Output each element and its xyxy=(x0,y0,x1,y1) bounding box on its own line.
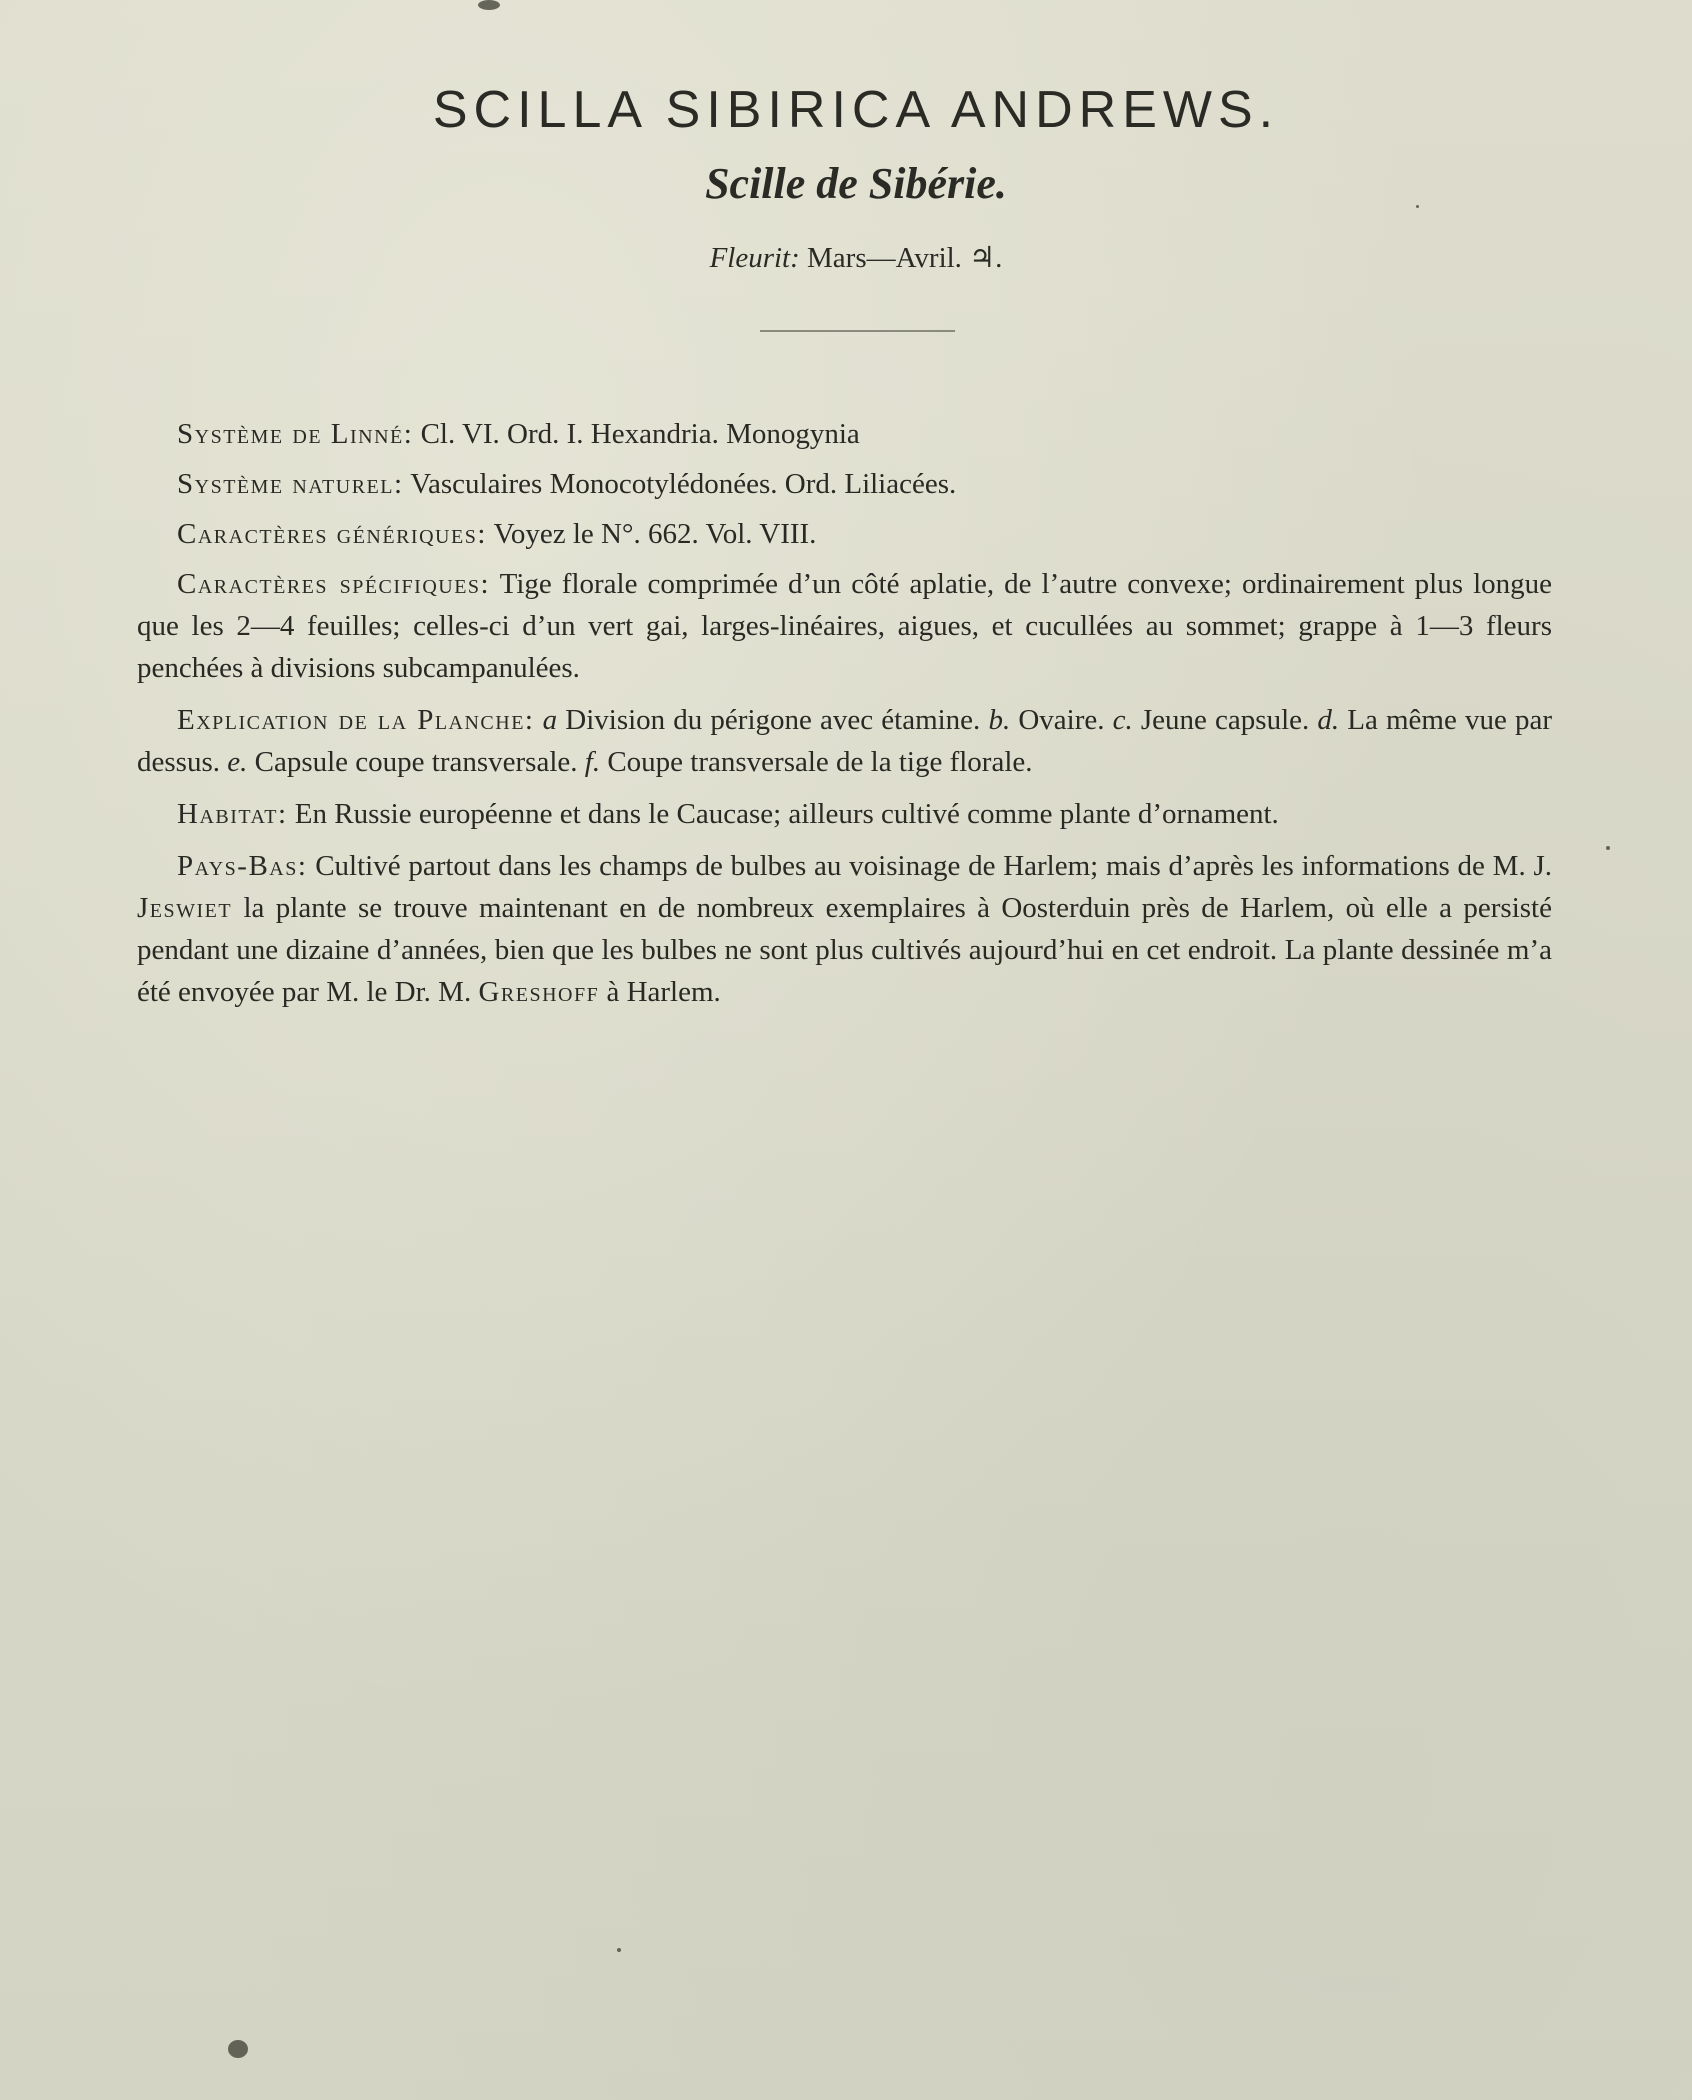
person-name-jeswiet: Jeswiet xyxy=(137,892,233,924)
section-label-specifiques: Caractères spécifiques: xyxy=(177,568,491,600)
section-text-habitat: En Russie européenne et dans le Caucase; ailleurs cultivé comme plante d’ornament. xyxy=(287,798,1279,830)
paragraph-naturel xyxy=(137,463,1552,505)
section-label-habitat: Habitat: xyxy=(177,798,288,830)
section-label-linne: Système de Linné: xyxy=(177,418,414,450)
page-title: SCILLA SIBIRICA ANDREWS. xyxy=(432,81,1280,139)
figure-text-a: Division du périgone avec étamine. xyxy=(557,704,989,736)
figure-letter-b: b. xyxy=(988,704,1011,736)
figure-letter-e: e. xyxy=(227,746,248,778)
figure-text-e: Capsule coupe transversale. xyxy=(247,746,585,778)
section-text-generiques: Voyez le N°. 662. Vol. VIII. xyxy=(486,518,817,550)
flowering-value: Mars—Avril. ♃. xyxy=(807,242,1003,274)
section-label-generiques: Caractères génériques: xyxy=(177,518,487,550)
divider-rule xyxy=(760,330,955,332)
figure-letter-c: c. xyxy=(1112,704,1133,736)
section-label-naturel: Système naturel: xyxy=(177,468,404,500)
figure-text-b: Ovaire. xyxy=(1010,704,1113,736)
section-label-explication: Explication de la Planche: xyxy=(177,704,535,736)
paper-speck xyxy=(1416,205,1419,208)
section-text-specifiques: Tige florale comprimée d’un côté aplatie, de l’autre convexe; ordinairement plus longue que les 2—4 feuilles; celles-ci d’un vert gai, larges-linéaires, aigues, et cucullées au sommet; grappe à 1—3 fleurs penchées à divisions subcampanulées. xyxy=(137,568,1552,684)
figure-letter-d: d. xyxy=(1317,704,1340,736)
paragraph-specifiques xyxy=(137,563,1552,689)
paragraph-linne xyxy=(137,413,1552,455)
figure-text-c: Jeune capsule. xyxy=(1132,704,1318,736)
figure-letter-a: a xyxy=(542,704,558,736)
page-subtitle: Scille de Sibérie. xyxy=(705,159,1007,208)
section-text-naturel: Vasculaires Monocotylédonées. Ord. Liliacées. xyxy=(403,468,957,500)
section-text-paysbas-2: la plante se trouve maintenant en de nombreux exemplaires à Oosterduin près de Harlem, où elle a persisté pendant une dizaine d’années, bien que les bulbes ne sont plus cultivés aujourd’hui en cet endroit. La plante dessinée m’a été envoyée par M. le Dr. M. xyxy=(137,892,1552,1008)
section-text-linne: Cl. VI. Ord. I. Hexandria. Monogynia xyxy=(413,418,860,450)
person-name-greshoff: Greshoff xyxy=(478,976,600,1008)
paragraph-generiques xyxy=(137,513,1552,555)
figure-text-f: Coupe transversale de la tige florale. xyxy=(600,746,1033,778)
description-body xyxy=(137,413,1552,1021)
paper-speck xyxy=(1606,846,1610,850)
paper-speck xyxy=(478,0,500,10)
flowering-label: Fleurit: xyxy=(709,242,800,274)
paragraph-explication xyxy=(137,699,1552,783)
flowering-line xyxy=(0,240,1692,275)
paragraph-habitat xyxy=(137,793,1552,835)
paper-speck xyxy=(228,2040,248,2058)
figure-text-d: La même vue par dessus. xyxy=(137,704,1553,778)
section-label-paysbas: Pays-Bas: xyxy=(177,850,308,882)
section-text-paysbas-1: Cultivé partout dans les champs de bulbes au voisinage de Harlem; mais d’après les informations de M. J. xyxy=(307,850,1552,882)
section-text-paysbas-3: à Harlem. xyxy=(599,976,721,1008)
figure-letter-f: f. xyxy=(584,746,601,778)
paper-speck xyxy=(617,1948,621,1952)
paragraph-paysbas xyxy=(137,845,1552,1013)
